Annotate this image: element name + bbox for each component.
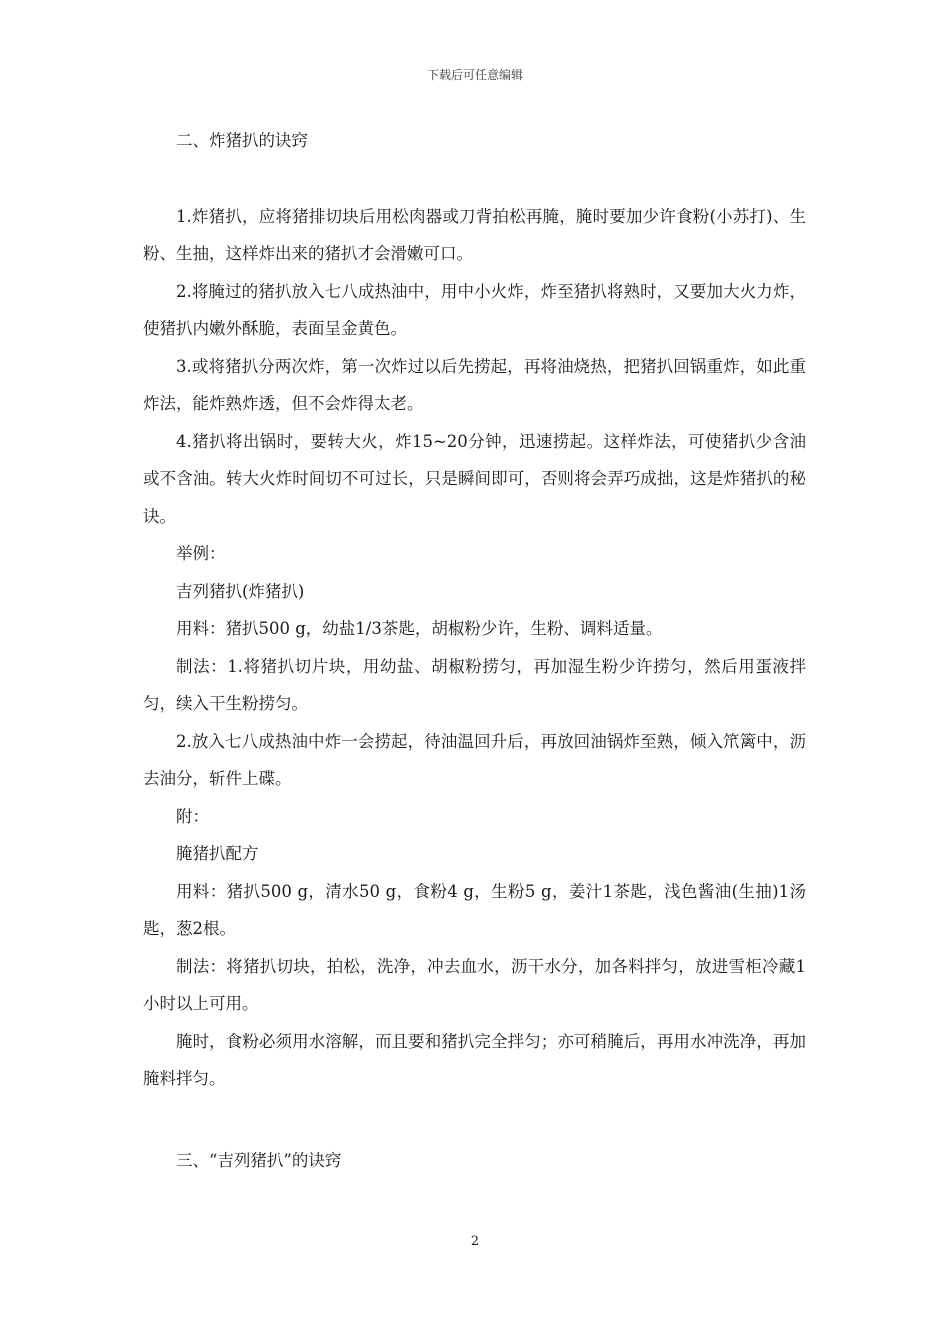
appendix-label: 附： [176, 806, 209, 826]
tip-4: 4.猪扒将出锅时，要转大火，炸15~20分钟，迅速捞起。这样炸法，可使猪扒少含油或不含油。转大火炸时间切不可过长，只是瞬间即可，否则将会弄巧成拙，这是炸猪扒的秘诀。 [143, 431, 806, 526]
recipe-1-method-step-1: 制法：1.将猪扒切片块，用幼盐、胡椒粉捞匀，再加湿生粉少许捞匀，然后用蛋液拌匀，续入干生粉捞匀。 [143, 656, 806, 713]
spacer [143, 1098, 806, 1142]
recipe-2-method: 制法：将猪扒切块，拍松，洗净，冲去血水，沥干水分，加各料拌匀，放进雪柜冷藏1小时以上可用。 [143, 956, 806, 1013]
page-number: 2 [470, 1234, 480, 1249]
recipe-2-note: 腌时，食粉必须用水溶解，而且要和猪扒完全拌匀；亦可稍腌后，再用水冲洗净，再加腌料拌匀。 [143, 1031, 806, 1088]
section-3-title: 三、“吉列猪扒”的诀窍 [176, 1150, 342, 1170]
recipe-1-name: 吉列猪扒(炸猪扒) [176, 581, 305, 601]
recipe-2-name: 腌猪扒配方 [176, 844, 259, 863]
tip-2: 2.将腌过的猪扒放入七八成热油中，用中小火炸，炸至猪扒将熟时，又要加大火力炸，使猪扒内嫩外酥脆，表面呈金黄色。 [143, 281, 806, 338]
page-header-note: 下载后可任意编辑 [426, 68, 523, 82]
recipe-2-ingredients: 用料：猪扒500 g，清水50 g，食粉4 g，生粉5 g，姜汁1茶匙，浅色酱油(生抽)1汤匙，葱2根。 [143, 881, 806, 938]
tip-3: 3.或将猪扒分两次炸，第一次炸过以后先捞起，再将油烧热，把猪扒回锅重炸，如此重炸法，能炸熟炸透，但不会炸得太老。 [143, 356, 806, 413]
document-body [143, 122, 806, 1179]
recipe-1-ingredients: 用料：猪扒500 g，幼盐1/3茶匙，胡椒粉少许，生粉、调料适量。 [176, 619, 663, 638]
example-label: 举例： [176, 544, 226, 563]
recipe-1-method-step-2: 2.放入七八成热油中炸一会捞起，待油温回升后，再放回油锅炸至熟，倾入笊篱中，沥去油分，斩件上碟。 [143, 731, 806, 788]
spacer [143, 160, 806, 198]
tip-1: 1.炸猪扒，应将猪排切块后用松肉器或刀背拍松再腌，腌时要加少许食粉(小苏打)、生粉、生抽，这样炸出来的猪扒才会滑嫩可口。 [143, 206, 806, 263]
section-2-title: 二、炸猪扒的诀窍 [176, 131, 308, 150]
